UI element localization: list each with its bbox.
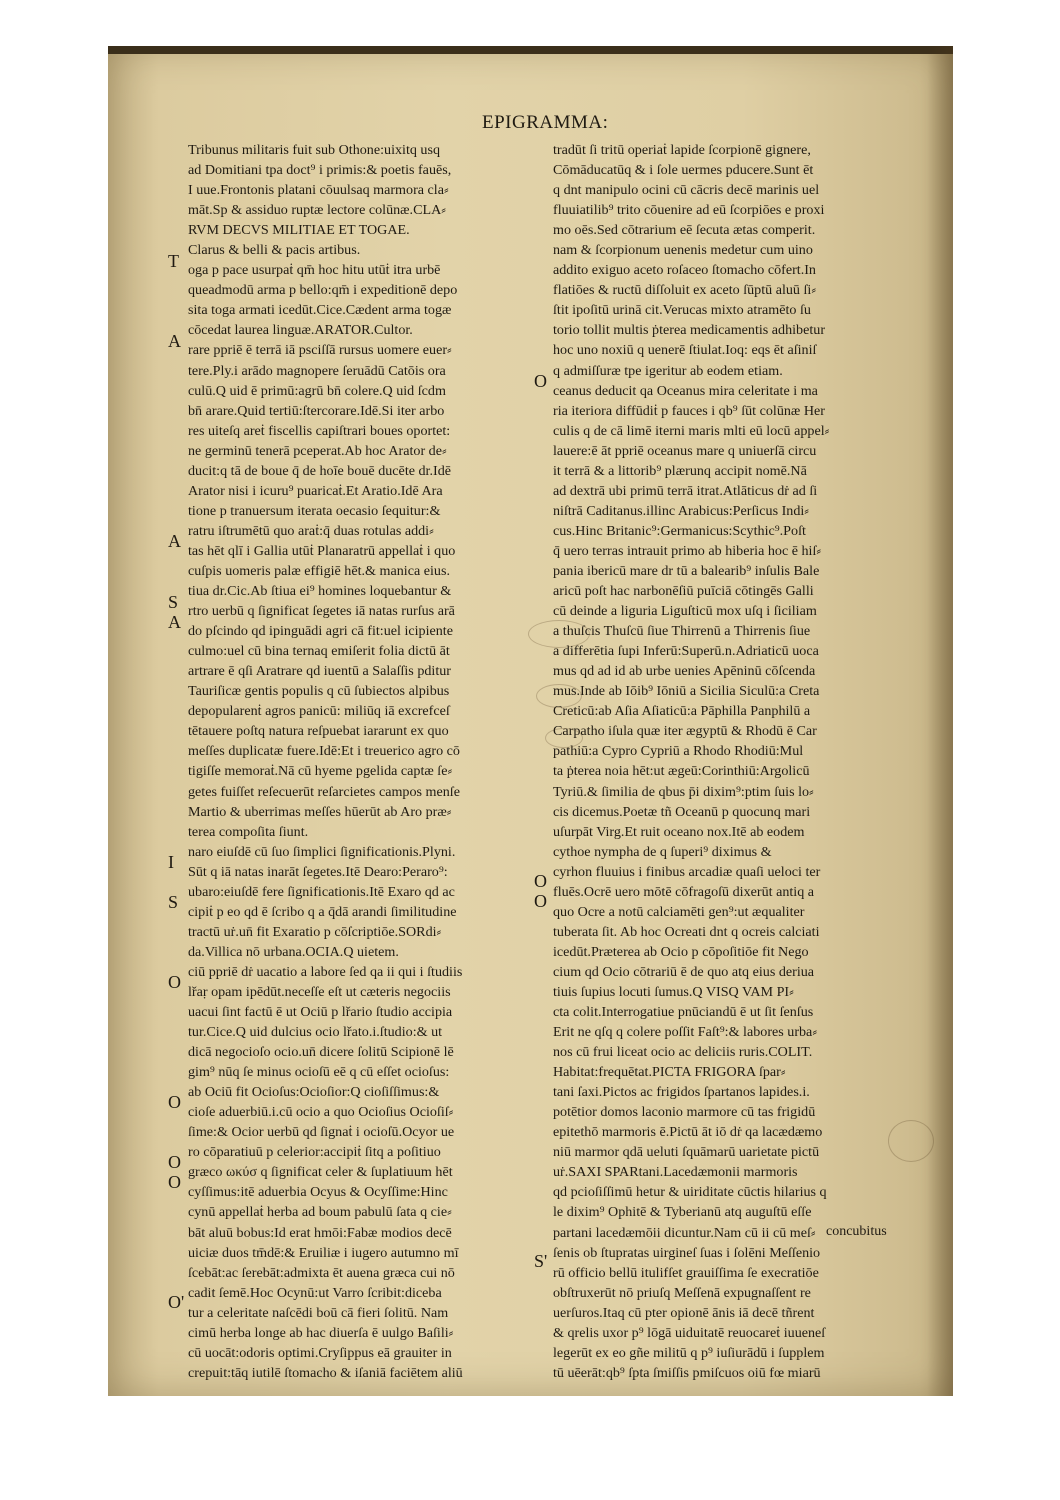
paper-stain (888, 1120, 934, 1162)
paper-stain (536, 684, 582, 708)
text-line: lřaṛ opam ipēdūt.neceſſe eſt ut cæteris negociis (188, 983, 451, 1000)
text-line: crepuit:tāq iutilē ſtomacho & iſaniā faciētem aliū (188, 1364, 463, 1381)
text-line: culis q de cā limē iterni maris mlti eū locū appel⸗ (553, 422, 830, 439)
text-line: icedūt.Præterea ab Ocio p cōpoſitiōe fit Nego (553, 943, 809, 960)
text-line: uerſuros.Itaq cū pter opionē ānis iā decē tñrent (553, 1304, 815, 1321)
text-line: quo Ocre a notū calciamēti gen⁹:ut æqualiter (553, 903, 805, 920)
text-line: ria iteriora diffūdiṫ p fauces i qb⁹ ſūt colūnæ Her (553, 402, 825, 419)
text-line: cōcedat laurea linguæ.ARATOR.Cultor. (188, 322, 413, 339)
text-line: RVM DECVS MILITIAE ET TOGAE. (188, 222, 410, 239)
text-line: tione p tranuersum iterata oecasio ſequitur:& (188, 502, 441, 519)
text-line: niſtrā Caditanus.illinc Arabicus:Perſicus Indi⸗ (553, 502, 809, 519)
text-line: ta ṗterea noia hēt:ut ægeū:Corinthiū:Argolicū (553, 763, 810, 780)
text-line: depopularenṫ agros panicū: miliūq iā excrefceſ (188, 703, 450, 720)
text-line: Tyriū.& ſimilia de qbus p̄i dixim⁹:ptim ſuis lo⸗ (553, 783, 814, 800)
text-line: meſſes duplicatæ fuere.Idē:Et i treuerico agro cō (188, 743, 460, 760)
text-line: cynū appellaṫ herba ad boum pabulū ſata q cie⸗ (188, 1204, 452, 1221)
text-line: cta colit.Interrogatiue pnūciandū ē ut ſit ſenſus (553, 1004, 814, 1021)
text-line: Tauriſicæ gentis populis q cū ſubiectos alpibus (188, 683, 450, 700)
page-top-edge (108, 46, 953, 54)
text-line: rtro uerbū q ſignificat ſegetes iā natas rurſus arā (188, 603, 455, 620)
text-line: ducit:q tā de boue q̄ de hoīe bouē ducēte dr.Idē (188, 462, 451, 479)
text-line: ſime:& Ocior uerbū qd ſignaṫ i ocioſū.Ocyor ue (188, 1124, 455, 1141)
text-line: queadmodū arma p bello:qm̄ i expeditionē depo (188, 282, 458, 299)
text-line: cis dicemus.Poetæ tñ Oceanū p quocunq mari (553, 803, 811, 820)
text-line: q admiſſuræ tpe igeritur ab eodem etiam. (553, 362, 783, 379)
paper-stain (545, 728, 583, 748)
text-line: res uiteſq areṫ fiscellis capiſtrari boues oportet: (188, 422, 451, 439)
initial-letter: O (168, 1092, 181, 1112)
text-line: Tribunus militaris fuit sub Othone:uixitq usq (188, 142, 441, 158)
text-line: tas hēt qlī i Gallia utūṫ Planaratrū appellaṫ i quo (188, 542, 456, 559)
text-line: legerūt ex eo gñe militū q p⁹ iuſiurādū i ſupplem (553, 1344, 825, 1361)
text-line: tur a celeritate naſcēdi boū cā fieri ſolitū. Nam (188, 1304, 449, 1321)
text-line: addito exiguo aceto roſaceo ſtomacho cōfert.In (553, 262, 816, 279)
text-line: cyſſimus:itē aduerbia Ocyus & Ocyſſime:Hinc (188, 1184, 448, 1201)
text-line: ad dextrā ubi primū terrā itrat.Atlāticus dṙ ad ſi (553, 482, 818, 499)
text-line: lauere:ē āt ppriē oceanus mare q uniuerſā circu (553, 442, 817, 459)
text-line: Cōmāducatūq & i ſole uermes pducere.Sunt ēt (553, 162, 814, 179)
text-line: culū.Q uid ē primū:agrū bn̄ colere.Q uid ſcdm (188, 382, 446, 399)
text-line: cioſe aduerbiū.i.cū ocio a quo Ocioſius Ocioſiſ⸗ (188, 1104, 454, 1121)
initial-letter: T (168, 251, 179, 271)
initial-letter: S (168, 892, 179, 912)
text-line: mo oēs.Sed cōtrarium eē ſecuta ætas comperit. (553, 222, 816, 239)
initial-letter: I (168, 852, 174, 872)
text-line: q̄ uero terras intrauit primo ab hiberia hoc ē hiſ⸗ (553, 542, 822, 559)
text-line: naro eiuſdē cū ſuo ſimplici ſignificationis.Plyni. (188, 843, 456, 860)
text-line: tū uēerāt:qb⁹ ſpta ſmiſſis pmiſcuos oiū fœ miarū (553, 1364, 821, 1381)
text-line: māt.Sp & assiduo ruptæ lectore colūnæ.CLA⸗ (188, 202, 446, 219)
text-line: potētior domos laconio marmore cū tas frigidū (553, 1104, 816, 1121)
text-line: epitethō marmoris ē.Pictū āt iō dṙ qa lacædæmo (553, 1124, 823, 1141)
page-gutter (927, 46, 953, 1396)
text-line: pathiū:a Cypro Cypriū a Rhodo Rhodiū:Mul (553, 743, 804, 760)
text-line: cū deinde a liguria Liguſticū mox uſq i ſiciliam (553, 603, 817, 620)
text-line: ſcebāt:ac ſerebāt:admixta ēt auena græca cui nō (188, 1264, 455, 1281)
paper-stain (528, 620, 590, 648)
text-line: rū officio bellū itulifſet grauiſſima ſe execratiōe (553, 1264, 819, 1281)
text-line: Carpatho iſula quæ iter ægyptū & Rhodū ē Car (553, 723, 817, 740)
text-line: cus.Hinc Britanic⁹:Germanicus:Scythic⁹.Poſt (553, 522, 806, 539)
text-line: uſurpāt Virg.Et ruit oceano nox.Itē ab eodem (553, 823, 805, 840)
text-line: ciū ppriē dṙ uacatio a labore ſed qa ii qui i ſtudiis (188, 963, 463, 980)
initial-letter: A (168, 331, 181, 351)
text-line: Creticū:ab Aſia Aſiaticū:a Pāphilla Panphilū a (553, 703, 811, 720)
text-line: ratru iſtrumētū quo araṫ:q̄ duas rotulas addi⸗ (188, 522, 434, 539)
text-line: & qrelis uxor p⁹ lōgā uiduitatē reuocareṫ iuueneſ (553, 1324, 826, 1341)
text-line: flatiōes & ructū diſſoluit ex aceto ſūptū aluū ſi⸗ (553, 282, 817, 299)
text-line: it terrā & a littorib⁹ plærunq accipit nomē.Nā (553, 462, 807, 479)
initial-letter: S' (534, 1251, 548, 1271)
text-line: ſenis ob ſtupratas uirgineſ ſuas i ſolēni Meſſenio (553, 1244, 821, 1261)
text-line: gim⁹ nūq ſe minus ocioſū eē q cū eſſet ocioſus: (188, 1064, 450, 1081)
text-line: getes fuiſſet reſecuerūt reſarcietes campos menſe (188, 783, 460, 800)
initial-letter: S (168, 592, 179, 612)
text-line: fluuiatilib⁹ trito cōuenire ad eū ſcorpiōes e proxi (553, 202, 825, 219)
initial-letter: O (168, 1172, 181, 1192)
text-line: Arator nisi i icuru⁹ puaricaṫ.Et Aratio.Idē Ara (188, 482, 443, 499)
text-line: rare ppriē ē terrā iā psciſſā rursus uomere euer⸗ (188, 342, 452, 359)
text-line: cium qd Ocio cōtrariū ē de quo atq eius deriua (553, 963, 815, 980)
text-line: Erit ne qſq q colere poſſit Faſt⁹:& labores urba⸗ (553, 1024, 818, 1041)
text-line: tuberata ſit. Ab hoc Ocreati dnt q ocreis calciati (553, 923, 820, 940)
text-line: nam & ſcorpionum uenenis medetur cum uino (553, 242, 813, 259)
text-line: tigiſſe memoraṫ.Nā cū hyeme pgelida captæ ſe⸗ (188, 763, 453, 780)
text-line: qd pcioſiſſimū hetur & uiriditate cūctis hilarius q (553, 1184, 827, 1201)
text-line: tiua dr.Cic.Ab ſtiua ei⁹ homines loquebantur & (188, 583, 452, 600)
text-line: cū uocāt:odoris optimi.Cryſippus eā grauiter in (188, 1344, 452, 1361)
text-line: tiuis ſupius locuti ſumus.Q VISQ VAM PI⸗ (553, 983, 794, 1000)
text-line: cyrhon fluuius i finibus arcadiæ quaſi ueloci ter (553, 863, 821, 880)
text-line: aricū poſt hac narbonēſiū puīciā cōtingēs Galli (553, 583, 814, 600)
text-line: ſtit ipoſitū urinā cit.Verucas mixto atramēto ſu (553, 302, 811, 319)
text-line: da.Villica nō urbana.OCIA.Q uietem. (188, 943, 399, 960)
text-line: cuſpis uomeris palæ effigiē hēt.& manica eius. (188, 562, 450, 579)
text-line: cimū herba longe ab hac diuerſa ē uulgo Baſili⸗ (188, 1324, 454, 1341)
left-text-column (188, 140, 530, 1383)
text-line: tani ſaxi.Pictos ac frigidos ſpartanos lapides.i. (553, 1084, 810, 1101)
text-line: tētauere poſtq natura reſpuebat iararunt ex quo (188, 723, 449, 740)
text-line: artrare ē qſi Aratrare qd iuentū a Salaſſis pditur (188, 663, 451, 680)
text-line: culmo:uel cū bina ternaq emiſerit folia dictū āt (188, 643, 450, 660)
initial-letter: O (534, 891, 547, 911)
text-line: bn̄ arare.Quid tertiū:ſtercorare.Idē.Si iter arbo (188, 402, 445, 419)
text-line: cipiṫ p eo qd ē ſcribo q a q̄dā arandi ſimilitudine (188, 903, 457, 920)
text-line: uṙ.SAXI SPARtani.Lacedæmonii marmoris (553, 1164, 798, 1181)
text-line: uiciæ duos tm̄dē:& Eruiliæ i iugero autumno mī (188, 1244, 459, 1261)
catchword: concubitus (826, 1224, 887, 1239)
text-line: Habitat:frequētat.PICTA FRIGORA ſpar⸗ (553, 1064, 786, 1081)
text-line: ad Domitiani tpa doct⁹ i primis:& poetis fauēs, (188, 162, 452, 179)
text-line: a thuſcis Thuſcū ſiue Thirrenū a Thirrenis ſiue (553, 623, 811, 640)
text-line: obſtruxerūt nō priuſq Meſſenā expugnaſſent re (553, 1284, 811, 1301)
text-line: uacui ſint factū ē ut Ociū p lřario ſtudio accipia (188, 1004, 453, 1021)
text-line: ne germinū tenerā pceperat.Ab hoc Arator de⸗ (188, 442, 447, 459)
text-line: terea compoſita ſiunt. (188, 823, 309, 840)
text-line: sita toga armati icedūt.Cice.Cædent arma togæ (188, 302, 452, 319)
text-line: ceanus deducit qa Oceanus mira celeritate i ma (553, 382, 818, 399)
text-line: mus.Inde ab Iōib⁹ Iōniū a Sicilia Siculū:a Creta (553, 683, 820, 700)
text-line: torio tollit multis ṗterea medicamentis adhibetur (553, 322, 826, 339)
text-line: tradūt ſi tritū operiaṫ lapide ſcorpionē gignere, (553, 142, 811, 158)
text-line: mus qd ad id ab urbe uenies Apēninū cōſcenda (553, 663, 816, 680)
text-line: tractū uṙ.un̄ fit Exaratio p cōſcriptiōe.SORdi⸗ (188, 923, 442, 940)
text-line: hoc uno noxiū q uenerē ſtiulat.Ioq: eqs ēt aſiniſ (553, 342, 817, 359)
initial-letter: O' (168, 1292, 185, 1312)
text-line: tere.Ply.i arādo magnopere ſeruādū Catōis ora (188, 362, 446, 379)
initial-letter: A (168, 612, 181, 632)
text-line: Martio & uberrimas meſſes hūerūt ab Aro præ⸗ (188, 803, 452, 820)
text-line: le dixim⁹ Ophitē & Tyberianū atq auguſtū eſſe (553, 1204, 812, 1221)
text-line: nos cū frui liceat ocio ac deliciis ruris.COLIT. (553, 1044, 813, 1061)
initial-letter: O (534, 871, 547, 891)
text-line: q dnt manipulo ocini cū cācris decē marinis uel (553, 182, 820, 199)
text-line: cythoe nympha de q ſuperi⁹ diximus & (553, 843, 772, 860)
text-line: partani lacedæmōii dicuntur.Nam cū ii cū meſ⸗ (553, 1224, 816, 1241)
text-line: I uue.Frontonis platani cōuulsaq marmora cla⸗ (188, 182, 449, 199)
text-line: Clarus & belli & pacis artibus. (188, 242, 361, 259)
text-line: oga p pace usurpaṫ qm̄ hoc hitu utūṫ itra urbē (188, 262, 441, 279)
initial-letter: A (168, 531, 181, 551)
initial-letter: O (168, 1152, 181, 1172)
text-line: ubaro:eiuſdē fere ſignificationis.Itē Exaro qd ac (188, 883, 455, 900)
initial-letter: O (168, 972, 181, 992)
text-line: Sūt q iā natas inarāt ſegetes.Itē Dearo:Peraro⁹: (188, 863, 448, 880)
text-line: ab Ociū fit Ocioſus:Ocioſior:Q cioſiſſimus:& (188, 1084, 440, 1101)
text-line: niū marmor qdā ueluti ſquāmarū uarietate pictū (553, 1144, 820, 1161)
text-line: dicā negocioſo ocio.un̄ dicere ſolitū Scipionē lē (188, 1044, 454, 1061)
initial-letter: O (534, 371, 547, 391)
text-line: ro cōparatiuū p celerior:accipiṫ ſitq a poſitiuo (188, 1144, 441, 1161)
text-line: pania ibericū mare dr tū a balearib⁹ inſulis Bale (553, 562, 820, 579)
running-head: EPIGRAMMA: (482, 112, 609, 133)
text-line: græco ωκύσ q ſignificat celer & ſuplatiuum hēt (188, 1164, 453, 1181)
text-line: cadit ſemē.Hoc Ocynū:ut Varro ſcribit:diceba (188, 1284, 442, 1301)
text-line: fluēs.Ocrē uero mōtē cōfragoſū dixerūt antiq a (553, 883, 815, 900)
text-line: bāt aluū bobus:Id erat hmōi:Fabæ modios decē (188, 1224, 452, 1241)
text-line: do pſcindo qd ipinguādi agri cā fit:uel icipiente (188, 623, 453, 640)
text-line: a differētia ſupi Inferū:Superū.n.Adriaticū uoca (553, 643, 819, 660)
text-line: tur.Cice.Q uid dulcius ocio lřato.i.ſtudio:& ut (188, 1024, 443, 1041)
right-text-column (553, 140, 908, 1383)
